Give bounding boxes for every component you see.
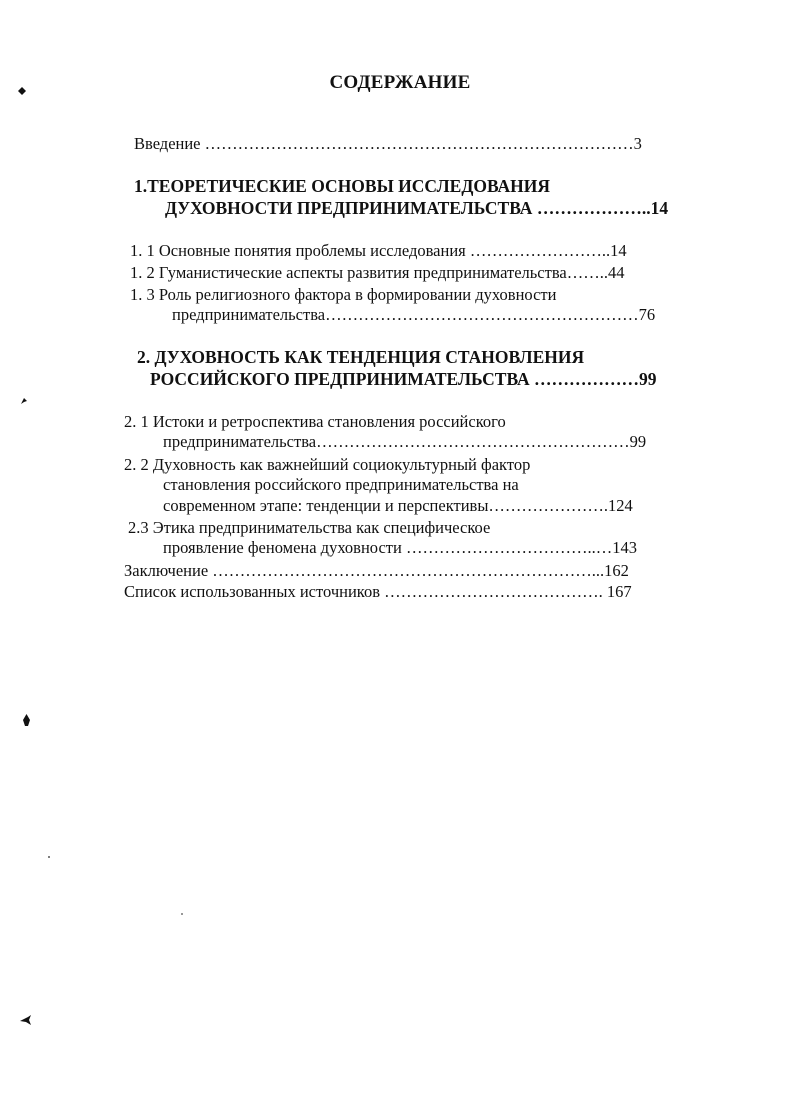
scan-speck-mark — [20, 1015, 32, 1025]
page-title: СОДЕРЖАНИЕ — [329, 72, 471, 93]
toc-entry-conclusion: Заключение ……………………………………………………………...162 — [124, 561, 629, 580]
toc-section-2-1-line-2: предпринимательства…………………………………………………99 — [163, 432, 647, 451]
toc-chapter-1-line-2: ДУХОВНОСТИ ПРЕДПРИНИМАТЕЛЬСТВА ………………..14 — [165, 198, 669, 218]
scan-speck-mark — [18, 87, 26, 95]
toc-chapter-2-line-1: 2. ДУХОВНОСТЬ КАК ТЕНДЕНЦИЯ СТАНОВЛЕНИЯ — [137, 347, 585, 367]
toc-section-2-1-line-1: 2. 1 Истоки и ретроспектива становления российского — [124, 412, 506, 431]
toc-section-1-3-line-1: 1. 3 Роль религиозного фактора в формировании духовности — [130, 285, 557, 304]
scan-speck-mark — [20, 397, 28, 405]
toc-section-2-2-line-2: становления российского предпринимательства на — [163, 475, 519, 494]
scan-dot-mark — [181, 913, 183, 915]
toc-section-2-3-line-2: проявление феномена духовности ……………………………..…143 — [163, 538, 637, 557]
toc-section-1-2: 1. 2 Гуманистические аспекты развития предпринимательства……..44 — [130, 263, 625, 282]
toc-chapter-2-line-2: РОССИЙСКОГО ПРЕДПРИНИМАТЕЛЬСТВА ………………99 — [150, 369, 657, 389]
toc-section-2-2-line-1: 2. 2 Духовность как важнейший социокультурный фактор — [124, 455, 531, 474]
toc-section-2-2-line-3: современном этапе: тенденции и перспективы………………….124 — [163, 496, 633, 515]
toc-section-1-1: 1. 1 Основные понятия проблемы исследования ……………………..14 — [130, 241, 627, 260]
toc-entry-introduction: Введение ……………………………………………………………………3 — [134, 134, 642, 153]
toc-chapter-1-line-1: 1.ТЕОРЕТИЧЕСКИЕ ОСНОВЫ ИССЛЕДОВАНИЯ — [134, 176, 551, 196]
toc-section-1-3-line-2: предпринимательства…………………………………………………76 — [172, 305, 656, 324]
scan-speck-mark — [22, 714, 31, 726]
toc-entry-references: Список использованных источников …………………………………. 167 — [124, 582, 632, 601]
toc-section-2-3-line-1: 2.3 Этика предпринимательства как специфическое — [128, 518, 491, 537]
scan-dot-mark — [48, 856, 50, 858]
